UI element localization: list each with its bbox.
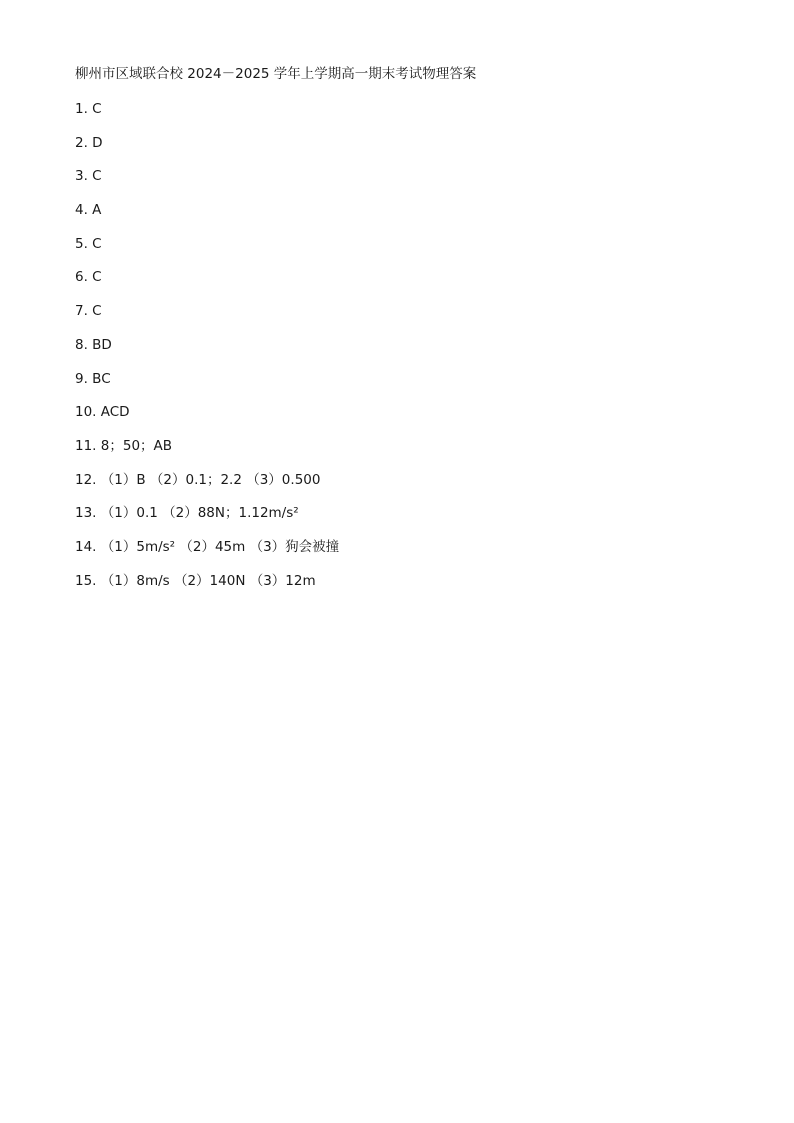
answer-item: 5. C (75, 235, 102, 252)
answer-item: 4. A (75, 202, 102, 219)
answer-item: 10. ACD (75, 404, 130, 421)
document-title: 柳州市区域联合校 2024－2025 学年上学期高一期末考试物理答案 (75, 66, 477, 82)
answer-item: 14. （1）5m/s² （2）45m （3）狗会被撞 (75, 538, 340, 555)
answer-item: 11. 8；50；AB (75, 437, 173, 454)
answer-item: 15. （1）8m/s （2）140N （3）12m (75, 572, 316, 589)
answer-list (75, 100, 339, 605)
answer-item: 7. C (75, 303, 102, 320)
answer-item: 8. BD (75, 336, 112, 353)
answer-item: 12. （1）B （2）0.1；2.2 （3）0.500 (75, 471, 321, 488)
answer-item: 13. （1）0.1 （2）88N；1.12m/s² (75, 505, 299, 522)
answer-item: 1. C (75, 101, 102, 117)
answer-item: 2. D (75, 134, 103, 151)
answer-item: 6. C (75, 269, 102, 286)
answer-item: 9. BC (75, 370, 111, 387)
answer-item: 3. C (75, 168, 102, 185)
